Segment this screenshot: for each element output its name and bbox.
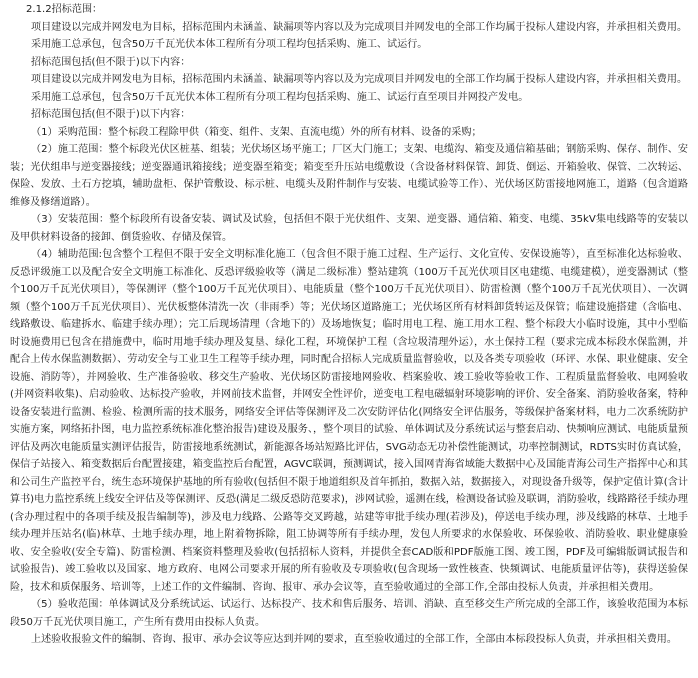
procurement-scope-paragraph: （1）采购范围：整个标段工程除甲供（箱变、组件、支架、直流电缆）外的所有材料、设备的采购； <box>31 126 482 138</box>
paragraph: 招标范围包括(但不限于)以下内容： <box>31 56 191 68</box>
paragraph: 采用施工总承包，包含50万千瓦光伏本体工程所有分项工程均包括采购、施工、试运行。 <box>31 39 428 50</box>
section-heading: 2.1.2招标范围： <box>26 4 103 15</box>
acceptance-scope-paragraph: （5）验收范围：单体调试及分系统试运、试运行、达标投产、技术和售后服务、培训、消缺、直至移交生产所完成的全部工作，该验收范围为本标段50万千瓦光伏项目施工，产生所有费用由投标人负责。 <box>10 599 688 628</box>
construction-scope-paragraph: （2）施工范围：整个标段光伏区桩基、组装；光伏场区场平施工；厂区大门施工；支架、电缆沟、箱变及通信箱基础；钢筋采购、保存、制作、安装；光伏组串与逆变器接线；逆变器通讯箱接线；逆变器至箱变；箱变至升压站电缆敷设（含设备材料保管、卸货、倒运、开箱验收、保管、二次转运、保险、发放、土石方挖填，辅助盘柜、保护管敷设、标示桩、电缆头及附件制作与安装、电缆试验等工作）、光伏场区防雷接地网施工，道路（包含道路维修及修缮道路）。 <box>10 144 688 208</box>
installation-scope-paragraph: （3）安装范围：整个标段所有设备安装、调试及试验，包括但不限于光伏组件、支架、逆变器、通信箱、箱变、电缆、35kV集电线路等的安装以及甲供材料设备的接卸、倒货验收、存储及保管。 <box>10 214 688 243</box>
paragraph: 采用施工总承包，包含50万千瓦光伏本体工程所有分项工程均包括采购、施工、试运行直至项目并网投产发电。 <box>31 91 529 103</box>
paragraph: 项目建设以完成并网发电为目标，招标范围内未涵盖、缺漏项等内容以及为完成项目并网发电的全部工作均属于投标人建设内容，并承担相关费用。 <box>31 21 688 33</box>
paragraph: 项目建设以完成并网发电为目标，招标范围内未涵盖、缺漏项等内容以及为完成项目并网发电的全部工作均属于投标人建设内容，并承担相关费用。 <box>31 74 688 85</box>
paragraph: 招标范围包括(但不限于)以下内容： <box>31 109 191 120</box>
closing-paragraph: 上述验收报验文件的编制、咨询、报审、承办会议等应达到并网的要求，直至验收通过的全部工作，全部由本标段投标人负责，并承担相关费用。 <box>31 634 677 645</box>
auxiliary-scope-paragraph: （4）辅助范围:包含整个工程但不限于安全文明标准化施工（包含但不限于施工过程、生产运行、文化宣传、安保设施等），直至标准化达标验收、反恐评级施工以及配合安全文明施工标准化、反恐评级验收等（满足二级标准）整站建筑（100万千瓦光伏项目区电建缆、电缆建模），逆变器测试（整个100万千瓦光伏项目），等保测评（整个100万千瓦光伏项目）、电能质量（整个100万千瓦光伏项目）、防雷检测（整个100万千瓦光伏项目）、一次调频（整个100万千瓦光伏项目）、光伏板整体清洗一次（非雨季）等；光伏场区道路施工；光伏场区所有材料卸货转运及保管；临建设施搭建（含临电、线路敷设、临建拆水、临建手续办理）；完工后现场清理（含地下的）及场地恢复；临时用电工程、施工用水工程、整个标段大小临时设施，其中小型临时设施费用已包含在措施费中，临时用地手续办理及复垦、绿化工程，环境保护工程（含垃圾清理外运），水土保持工程（要求完成本标段水保监测，并配合上传水保监测数据）、劳动安全与工业卫生工程等手续办理，同时配合招标人完成质量监督验收，以及各类专项验收（环评、水保、职业健康、安全设施、消防等），并网验收、生产准备验收、移交生产验收、光伏场区防雷接地网验收、档案验收、竣工验收等验收工作、工程质量监督验收、电网验收(并网资料收集)、启动验收、达标投产验收，并网前技术监督，并网安全性评价，逆变电工程电磁辐射环境影响的评价、安全备案、消防验收备案，特种设备安装进行监测、检验、检测所需的技术服务，网络安全评估等保测评及二次安防评估化(网络安全评估服务，等级保护备案材料，电力二次系统防护实施方案，网络拓扑图，电力监控系统标准化整治报告)建设及服务、，整个项目的试验、单体调试及分系统试运与整套启动、快频响应测试、电能质量预评估及两次电能质量实测评估报告，防雷接地系统测试，新能源各场站短路比评估，SVG动态无功补偿性能测试，功率控制测试，RDTS实时仿真试验，保信子站接入、箱变数据后台配置接建，箱变监控后台配置，AGVC联调，预测调试，接入国网青海省域能大数据中心及国能青海公司生产指挥中心和其和公司生产监控平台，统生态环境保护基地的所有验收(包括但不限于地道组织及首年抓拍，数据入站，数据接入，对现设备升级等，保护定值计算(含计算书)电力监控系统上线安全评估及等保测评、反恐(满足二级反恐防范要求)，涉网试验，遥测在线，检测设备试验及联调，消防验收，线路路径手续办理(含办理过程中的各项手续及报告编制等)，涉及电力线路、公路等交叉跨越，站建等审批手续办理(若涉及)，停送电手续办理，涉及线路的林草、土地手续办理并压站名(临)林草、土地手续办理，地上附着物拆除，阻工协调等所有手续办理，发包人所要求的水保验收、环保验收、消防验收、职业健康验收、安全验收(安全专篇)、防雷检测、档案资料整理及验收(包括招标人资料，并提供全套CAD版和PDF版施工图、竣工图，PDF及可编辑版调试报告和试验报告)、竣工验收以及国家、地方政府、电网公司要求开展的所有验收及专项验收(包含现场一致性核查、快频调试、电能质量评估等)，获得送验保险，技术和质保服务、培训等，上述工作的文件编制、咨询、报审、承办会议等，直至验收通过的全部工作,全部由投标人负责，并承担相关费用。 <box>10 249 688 593</box>
